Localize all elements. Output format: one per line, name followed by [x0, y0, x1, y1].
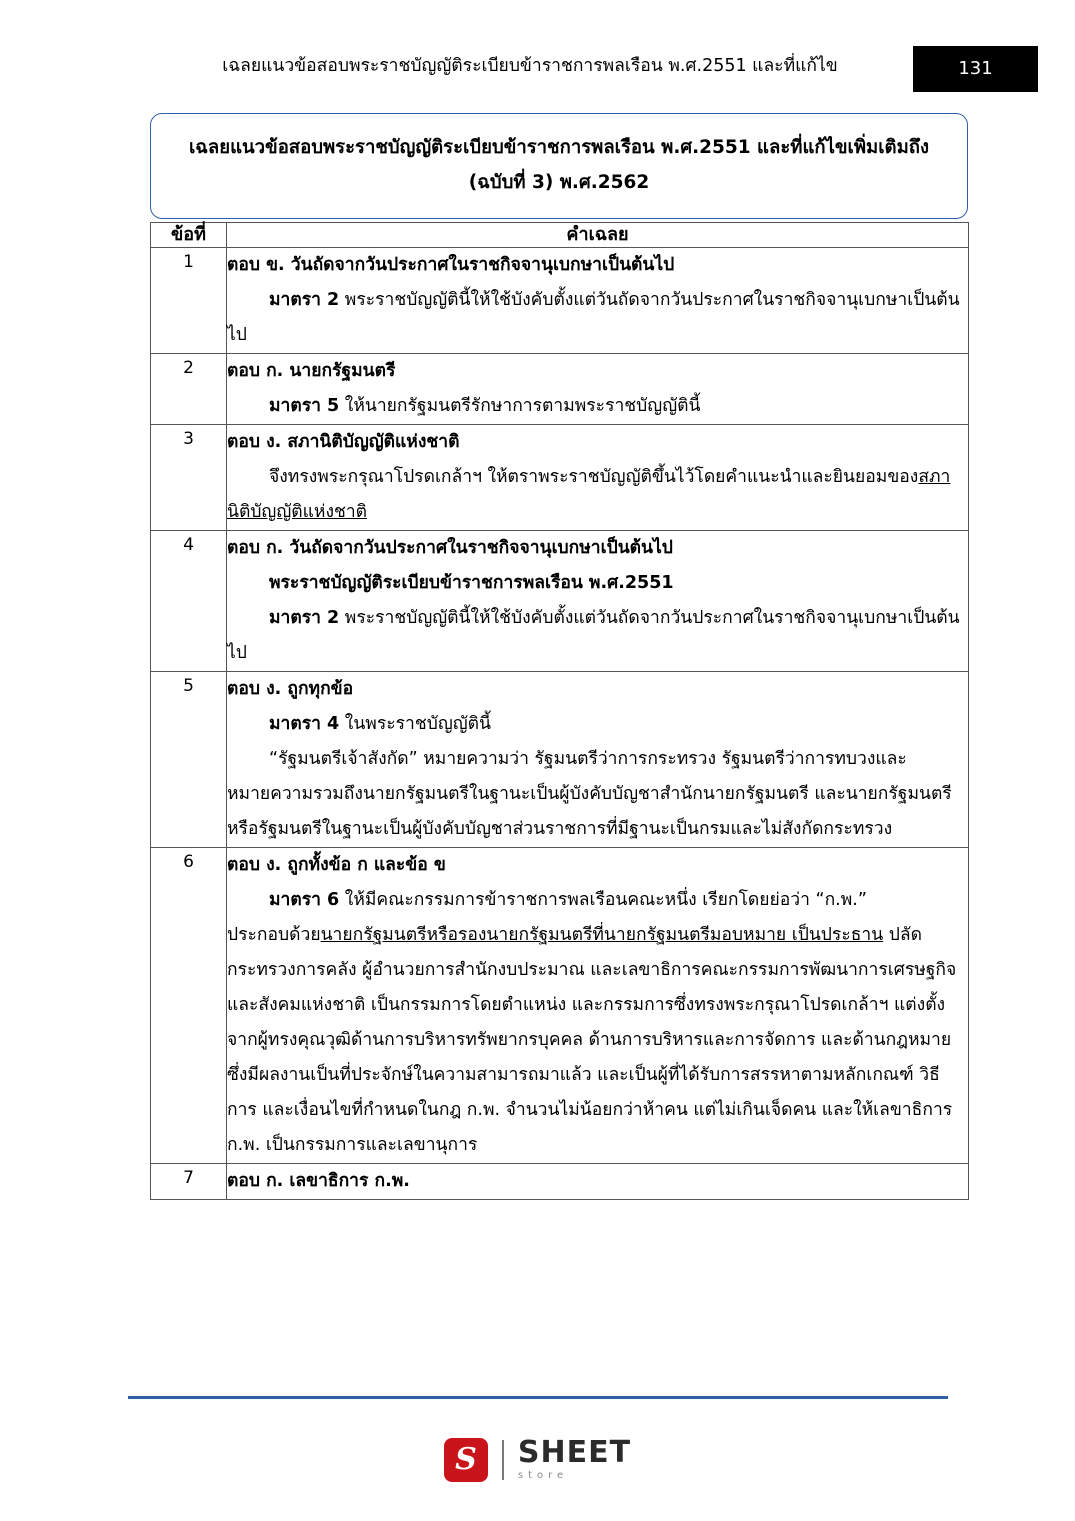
row-number: 7	[151, 1164, 227, 1200]
section-label: มาตรา 2	[269, 290, 340, 310]
section-text: พระราชบัญญัตินี้ให้ใช้บังคับตั้งแต่วันถัดจากวันประกาศในราชกิจจานุเบกษาเป็นต้นไป	[227, 608, 960, 663]
section-label: มาตรา 5	[269, 396, 340, 416]
answer-paragraph	[227, 601, 968, 671]
row-number: 6	[151, 848, 227, 1164]
table-row	[151, 672, 969, 848]
footer-logo	[0, 1425, 1075, 1495]
answer-heading: ตอบ ง. สภานิติบัญญัติแห่งชาติ	[227, 432, 460, 452]
section-text: ให้มีคณะกรรมการข้าราชการพลเรือนคณะหนึ่ง เรียกโดยย่อว่า “ก.พ.”	[339, 890, 867, 910]
table-row	[151, 1164, 969, 1200]
section-text: จึงทรงพระกรุณาโปรดเกล้าฯ ให้ตราพระราชบัญญัติขึ้นไว้โดยคำแนะนำและยินยอมของ	[269, 467, 919, 487]
answer-paragraph	[227, 283, 968, 353]
row-answer	[227, 848, 969, 1164]
section-text-underlined: นายกรัฐมนตรีหรือรองนายกรัฐมนตรีที่นายกรัฐมนตรีมอบหมาย เป็นประธาน	[320, 925, 884, 945]
section-label: มาตรา 4	[269, 714, 340, 734]
answer-key-table	[150, 222, 969, 1200]
answer-paragraph	[227, 707, 968, 742]
column-header-answer: คำเฉลย	[227, 223, 969, 248]
running-header-title: เฉลยแนวข้อสอบพระราชบัญญัติระเบียบข้าราชการพลเรือน พ.ศ.2551 และที่แก้ไข	[222, 56, 838, 76]
row-number: 4	[151, 531, 227, 672]
logo-wordmark	[517, 1435, 632, 1482]
table-row	[151, 531, 969, 672]
answer-heading: ตอบ ก. เลขาธิการ ก.พ.	[227, 1171, 410, 1191]
table-row	[151, 354, 969, 425]
answer-heading: ตอบ ก. วันถัดจากวันประกาศในราชกิจจานุเบกษาเป็นต้นไป	[227, 538, 673, 558]
logo-divider	[502, 1440, 504, 1480]
row-number: 1	[151, 248, 227, 354]
section-text: ในพระราชบัญญัตินี้	[339, 714, 492, 734]
logo-name: SHEET	[517, 1435, 632, 1470]
table-header-row	[151, 223, 969, 248]
answer-heading: ตอบ ข. วันถัดจากวันประกาศในราชกิจจานุเบกษาเป็นต้นไป	[227, 255, 675, 275]
answer-heading: ตอบ ง. ถูกทั้งข้อ ก และข้อ ข	[227, 855, 446, 875]
sheet-store-logo-icon: S	[444, 1438, 488, 1482]
row-answer	[227, 531, 969, 672]
answer-heading: ตอบ ก. นายกรัฐมนตรี	[227, 361, 396, 381]
row-answer	[227, 1164, 969, 1200]
page-number: 131	[958, 58, 993, 79]
row-answer	[227, 248, 969, 354]
section-text: ให้นายกรัฐมนตรีรักษาการตามพระราชบัญญัตินี้	[339, 396, 701, 416]
footer-divider	[128, 1396, 948, 1399]
section-text: พระราชบัญญัตินี้ให้ใช้บังคับตั้งแต่วันถัดจากวันประกาศในราชกิจจานุเบกษาเป็นต้นไป	[227, 290, 960, 345]
answer-paragraph-2: “รัฐมนตรีเจ้าสังกัด” หมายความว่า รัฐมนตรีว่าการกระทรวง รัฐมนตรีว่าการทบวงและหมายความรวมถึงนายกรัฐมนตรีในฐานะเป็นผู้บังคับบัญชาสำนักนายกรัฐมนตรี และนายกรัฐมนตรีหรือรัฐมนตรีในฐานะเป็นผู้บังคับบัญชาส่วนราชการที่มีฐานะเป็นกรมและไม่สังกัดกระทรวง	[227, 749, 952, 839]
row-answer	[227, 354, 969, 425]
section-text-underlined: สภานิติบัญญัติแห่งชาติ	[227, 467, 951, 522]
answer-subheading: พระราชบัญญัติระเบียบข้าราชการพลเรือน พ.ศ.2551	[269, 573, 674, 593]
answer-paragraph	[227, 389, 968, 424]
answer-paragraph	[227, 883, 968, 918]
logo-subtitle: store	[517, 1470, 569, 1481]
table-row	[151, 425, 969, 531]
answer-paragraph	[227, 460, 968, 530]
section-label: มาตรา 6	[269, 890, 340, 910]
answer-heading: ตอบ ง. ถูกทุกข้อ	[227, 679, 354, 699]
table-row	[151, 848, 969, 1164]
answer-paragraph-2	[227, 918, 968, 1163]
row-number: 3	[151, 425, 227, 531]
row-number: 5	[151, 672, 227, 848]
column-header-number: ข้อที่	[151, 223, 227, 248]
section-label: มาตรา 2	[269, 608, 340, 628]
section-text-post: ปลัดกระทรวงการคลัง ผู้อำนวยการสำนักงบประมาณ และเลขาธิการคณะกรรมการพัฒนาการเศรษฐกิจและสังคมแห่งชาติ เป็นกรรมการโดยตำแหน่ง และกรรมการซึ่งทรงพระกรุณาโปรดเกล้าฯ แต่งตั้งจากผู้ทรงคุณวุฒิด้านการบริหารทรัพยากรบุคคล ด้านการบริหารและการจัดการ และด้านกฎหมาย ซึ่งมีผลงานเป็นที่ประจักษ์ในความสามารถมาแล้ว และเป็นผู้ที่ได้รับการสรรหาตามหลักเกณฑ์ วิธีการ และเงื่อนไขที่กำหนดในกฎ ก.พ. จำนวนไม่น้อยกว่าห้าคน แต่ไม่เกินเจ็ดคน และให้เลขาธิการ ก.พ. เป็นกรรมการและเลขานุการ	[227, 925, 957, 1155]
document-title-box: เฉลยแนวข้อสอบพระราชบัญญัติระเบียบข้าราชการพลเรือน พ.ศ.2551 และที่แก้ไขเพิ่มเติมถึง (ฉบับที่ 3) พ.ศ.2562	[150, 113, 968, 219]
section-text-pre: ประกอบด้วย	[227, 925, 321, 945]
row-number: 2	[151, 354, 227, 425]
row-answer	[227, 672, 969, 848]
row-answer	[227, 425, 969, 531]
table-row	[151, 248, 969, 354]
page-header	[0, 46, 1075, 92]
